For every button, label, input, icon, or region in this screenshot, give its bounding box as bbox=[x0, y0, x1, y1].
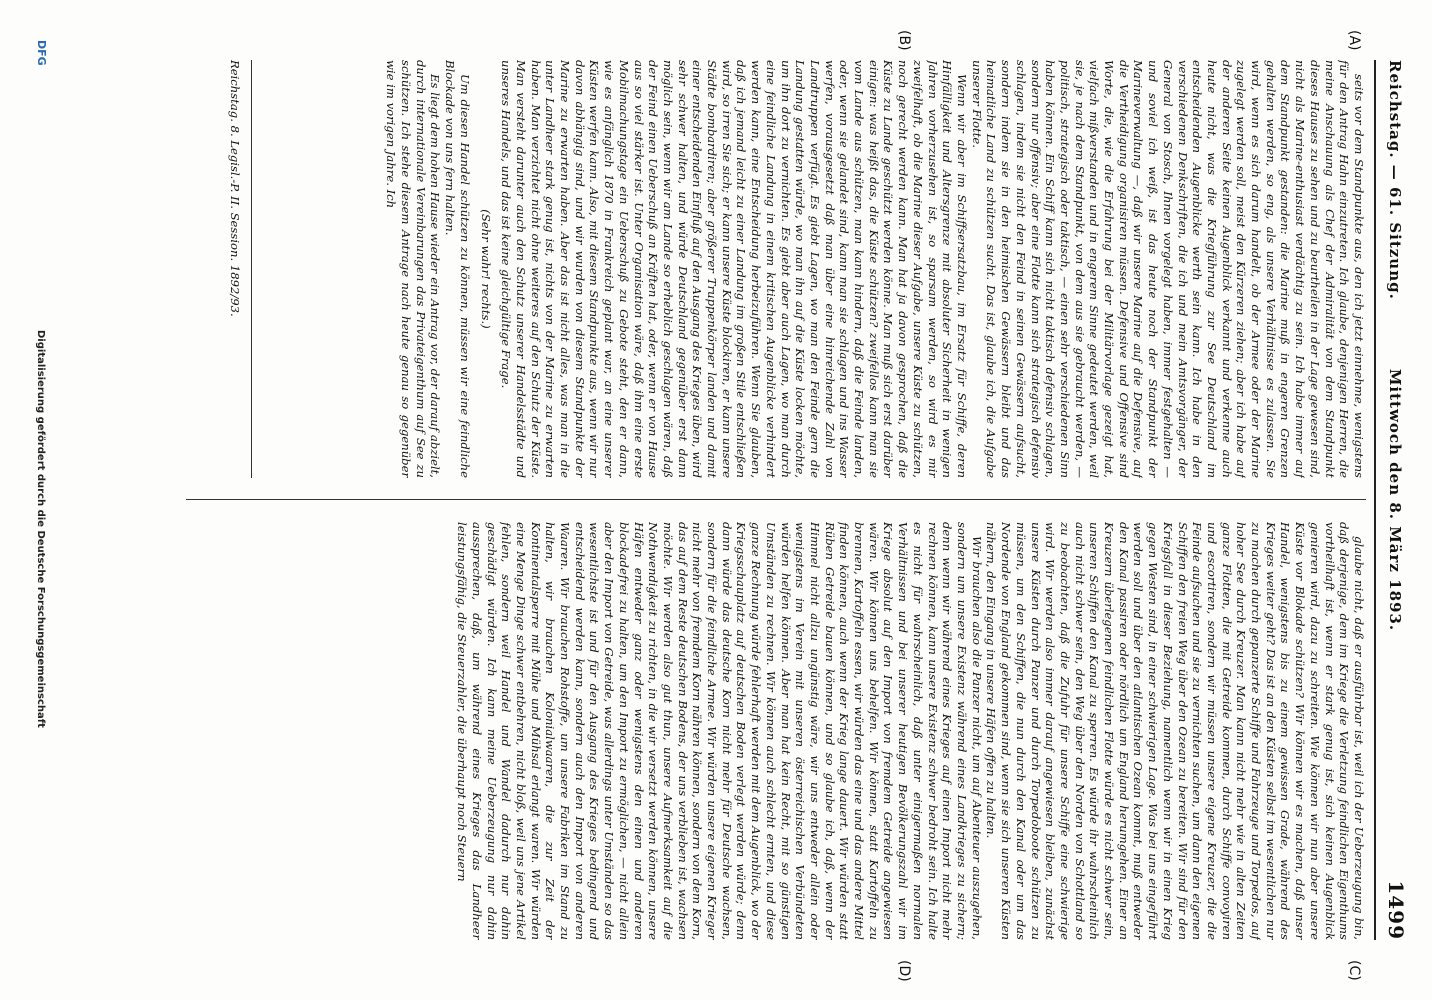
column-divider bbox=[186, 499, 1366, 500]
margin-marker-c: (C) bbox=[1346, 960, 1362, 981]
dfg-logo: DFG bbox=[35, 40, 48, 66]
margin-marker-a: (A) bbox=[1346, 30, 1362, 51]
paragraph: glaube nicht, daß er ausführbar ist, weil ich der Ueberzeugung bin, daß derjenige, dem im Kriege die Verletzung feindlichen Eigenthums vortheilhaft ist, wenn er stark genug ist, sich keinen Augenblick genieren wird, dazu zu schreiten. Wie können wir nun aber unsere Küste vor Blokade schützen? Wir können wir es machen, daß unser Handel, wenigstens bis zu einem gewissen Grade, während des Krieges weiter geht? Das ist an den Küsten selbst im wesentlichen nur zu machen durch gepanzerte Schiffe und Fahrzeuge und Torpedos, auf hoher See durch Kreuzer. Man kann nicht mehr wie in alten Zeiten ganze Flotten, die mit Getreide kommen, durch Schiffe convoyiren und escortiren, sondern wir müssen unsere eigene Kreuzer, die die Feinde aufsuchen und sie zu vernichten suchen, um dann den eigenen Schiffen den freien Weg über den Ozean zu bereiten. Wir sind für den Kriegsfall in dieser Beziehung, namentlich wenn wir in einen Krieg gegen Westen sind, in einer schwierigen Lage. Was bei uns eingeführt werden soll und über den atlantischen Ozean kommt, muß entweder den Kanal passiren oder nördlich um England herumgehen. Einer an Kreuzern überlegenen feindlichen Flotte würde es nicht schwer sein, unseren Schiffen den Kanal zu sperren. Es würde ihr wahrscheinlich auch nicht schwer sein, den Weg über den Norden von Schottland so zu beobachten, daß die Zufuhr für unsere Schiffe eine schwierige wird. Wir werden also immer darauf angewiesen bleiben, zunächst unsere Küsten durch Panzer und durch Torpedoboote schützen zu müssen, um den Schiffen, die nun durch den Kanal oder um das Nordende von England gekommen sind, wenn sie sich unseren Küsten nähern, den Eingang in unsere Häfen offen zu halten. bbox=[984, 522, 1366, 940]
margin-marker-d: (D) bbox=[896, 960, 912, 982]
header-rule bbox=[1374, 60, 1376, 940]
paragraph: Es liegt dem hohen Hause wieder ein Antrag vor, der darauf abzielt, durch internationale Vereinbarungen das Privateigenthum auf See zu schützen. Ich stehe diesem Antrage nach heute genau so gegenüber wie im vorigen Jahre. Ich bbox=[384, 60, 443, 478]
digitization-credit: Digitalisierung gefördert durch die Deutsche Forschungsgemeinschaft bbox=[35, 330, 46, 728]
page-number: 1499 bbox=[1384, 880, 1408, 940]
paragraph: Um diesen Handel schützen zu können, müssen wir eine feindliche Blockade von uns fern halten. bbox=[443, 60, 472, 478]
footer-rule bbox=[251, 60, 252, 478]
paragraph: Wenn wir aber im Schiffsersatzbau, im Ersatz für Schiffe, deren Hinfälligkeit und Altersgrenze mit absoluter Sicherheit in wenigen Jahren vorherzusehen ist, so sparsam werden, so wird es mir zweifelhaft, ob die Marine dieser Aufgabe, unsere Küste zu schützen, noch gerecht werden kann. Man hat ja davon gesprochen, daß die Küste zu Lande geschützt werden könne. Man muß sich erst darüber einigen: was heißt das, die Küste schützen? zweifellos kann man sie vom Lande aus schützen, man kann hindern, daß die Feinde landen, oder, wenn sie gelandet sind, kann man sie schlagen und ins Wasser werfen, vorausgesetzt daß man über eine hinreichende Zahl von Landtruppen verfügt. Es giebt Lagen, wo man den Feinde gern die Landung gestatten würde, wo man ihn auf die Küste locken möchte, um ihn dort zu vernichten. Es giebt aber auch Lagen, wo man durch eine feindliche Landung in einem kritischen Augenblicke verhindert werden kann, eine Entscheidung herbeizuführen. Wenn Sie glauben, daß ich jemand leicht zu einer Landung im großen Stile entschließen wird, so irren Sie sich; er kann unsere Küste blockiren, er kann unsere Städte bombardiren; aber größerer Truppenkörper landen und damit einer entscheidenden Einfluß auf den Ausgang des Krieges üben, wird sehr schwer halten, und würde Deutschland gegenüber erst dann möglich sein, wenn wir am Lande so erheblich geschlagen wären, daß der Feind einen Ueberschuß an Kräften hat, oder, wenn er von Hause aus so viel stärker ist. Unter Organisation wäre, daß ihm eine erste Mobilmachungstage ein Ueberschuß zu Gebote steht, den er dann, wie es anfänglich 1870 in Frankreich geplant war, an eine unserer Küsten werfen kann. Also, mit diesem Standpunkte aus, wenn wir nur davon abhängig sind, und wir wurden von diesem Standpunkte der Marine zu erwarten haben. Aber das ist nicht alles, was man in die unter Landheer stark genug ist, nichts von der Marine zu erwarten haben. Man verzichtet nicht ohne weiteres auf den Schutz der Küste. Man versteht darunter auch den Schutz unserer Handelsstädte und unseres Handels, und das ist keine gleichgültige Frage. bbox=[499, 60, 970, 478]
footer-session-info: Reichstag. 8. Legisl.-P. II. Session. 1892/93. bbox=[228, 60, 242, 317]
session-date: Mittwoch den 8. März 1893. bbox=[1386, 368, 1404, 632]
paragraph: seits vor dem Standpunkte aus, den ich jetzt einnehme, wenigstens für den Antrag Hahn einzutreten. Ich glaube, denjenigen Herren, die meine Anschauung als Chef der Admiralität von dem Standpunkt dieses Hauses zu sehen und zu beurtheilen in der Lage gewesen sind, nicht als Marine-enthusiast verdächtig zu sein. Ich habe immer auf dem Standpunkt gestanden: die Marine muß in engeren Grenzen gehalten werden, so eng, als unsere Verhältnisse es zulassen. Sie wird, wenn es sich darum handelt, ob der Armee oder der Marine zugelegt werden soll, meist den Kürzeren ziehen; aber ich habe auf der anderen Seite keinen Augenblick verkannt und verkenne auch heute nicht, was die Kriegführung zur See Deutschland im entscheidenden Augenblicke werth sein kann. Ich habe in den verschiedenen Denkschriften, die ich und mein Amtsvorgänger, der General von Stosch, Ihnen vorgelegt haben, immer festgehalten — und soviel ich weiß, ist das heute noch der Standpunkt der Marineverwaltung —, daß wir unsere Marine auf die Defensive, auf die Vertheidigung organisiren müssen. Defensive und Offensive sind Worte, die, wie die Erfahrung bei der Militärvorlage gezeigt hat, vielfach mißverstanden und in engerem Sinne gedeutet werden, weil sie, je nach dem Standpunkt, von dem aus sie gebraucht werden, — politisch, strategisch oder taktisch, — einen sehr verschiedenen Sinn haben können. Ein Schiff kann sich nicht taktisch defensiv schlagen, sondern nur offensiv; aber eine Flotte kann sich strategisch defensiv schlagen, indem sie nicht den Feind in seinen Gewässern aufsucht, sondern indem sie in den heimischen Gewässern bleibt und das heimatliche Land zu schützen sucht. Das ist, glaube ich, die Aufgabe unserer Flotte. bbox=[969, 60, 1366, 478]
paragraph: Wir brauchen also die Panzer nicht, um auf Abenteuer auszugehen, sondern um unsere Existenz während eines Landkrieges zu sichern; denn wenn wir während eines Krieges auf einen Import nicht mehr rechnen können, kann unsere Existenz schwer bedroht sein. Ich halte es nicht für wahrscheinlich, daß unter einigermaßen normalen Verhältnissen und bei unserer heutigen Bevölkerungszahl wir im Kriege absolut auf den Import von fremdem Getreide angewiesen wären. Wir können uns behelfen. Wir können, statt Kartoffeln zu brennen, Kartoffeln essen, wir würden das eine und das andere Mittel finden können, auch wenn der Krieg lange dauert. Wir würden statt Rüben Getreide bauen können, und so glaube ich, daß, wenn der Himmel nicht allzu ungünstig wäre, wir uns entweder allein oder wenigstens im Verein mit unseren österreichischen Verbündeten würden helfen können. Aber man hat kein Recht, mit so günstigen Umständen zu rechnen. Wir können auch schlecht ernten, und diese ganze Rechnung würde fehlerhaft werden mit dem Augenblick, wo der Kriegsschauplatz auf deutschen Boden verlegt werden würde; denn dann würde das deutsche Korn nicht mehr für Deutsche wachsen, sondern für die feindliche Armee. Wir würden unsere eigenen Krieger nicht mehr von fremdem Korn nähren können, sondern von dem Korn, das auf dem Reste deutschen Bodens, der uns verblieben ist, wachsen möchte. Wir werden also gut thun, unsere Aufmerksamkeit auf die Nothwendigkeit zu richten, in die wir versetzt werden können, unsere Häfen entweder ganz oder wenigstens den einen und anderen blockadefrei zu halten, um den Import zu ermöglichen, — nicht allein aber den Import von Getreide, was allerdings unter Umständen so das wesentlichste ist und für den Ausgang des Krieges bedingend und entscheidend werden kann, sondern auch den Import von anderen Waaren. Wir brauchen Rohstoffe, um unsere Fabriken im Stand zu halten, wir brauchen Kolonialwaaren, die zur Zeit der Kontinentalsperre mit Mühe und Mühsal erlangt waren. Wir würden eine Menge Dinge schwer entbehren, nicht bloß, weil uns jene Artikel fehlen, sondern weil Handel und Wandel dadurch nur dahin geschädigt würden. Ich kann meine Ueberzeugung nur dahin aussprechen, daß, um während eines Krieges das Landheer leistungsfähig, die Steuerzahler, die überhaupt noch Steuern bbox=[455, 522, 984, 940]
page-header bbox=[1380, 60, 1410, 940]
applause-note: (Sehr wahr! rechts.) bbox=[478, 209, 493, 329]
right-column bbox=[186, 522, 1366, 940]
session-title: Reichstag. — 61. Sitzung. bbox=[1386, 60, 1404, 300]
left-column bbox=[186, 60, 1366, 478]
margin-marker-b: (B) bbox=[896, 30, 912, 51]
